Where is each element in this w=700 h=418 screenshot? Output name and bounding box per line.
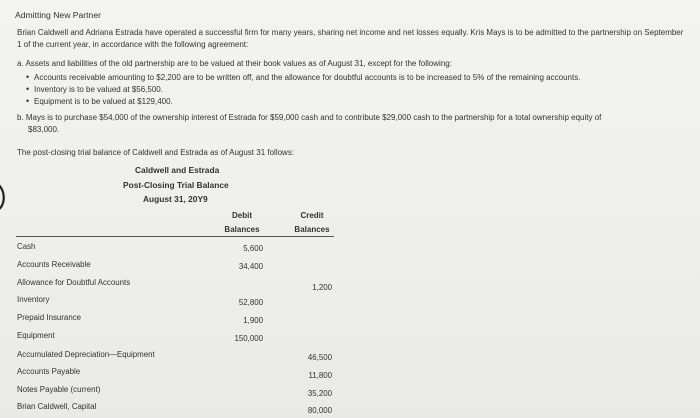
debit-cash: 5,600 [243, 244, 263, 253]
credit-column-header: Credit Balances [294, 211, 330, 234]
agreement-item-b [17, 112, 697, 136]
account-cash: Cash [17, 242, 36, 251]
intro-paragraph: Brian Caldwell and Adriana Estrada have operated a successful firm for many years, sharing net income and net losses equally. Kris Mays is to be admitted to the partnership on September 1 of the current year, in accordance with the following agreement: [17, 28, 684, 49]
debit-column-header: Debit Balances [224, 211, 260, 234]
account-notes-payable: Notes Payable (current) [17, 385, 101, 394]
item-b-line-2: $83,000. [28, 125, 60, 134]
credit-notes-payable: 35,200 [307, 389, 332, 398]
account-accounts-payable: Accounts Payable [17, 367, 81, 376]
agreement-item-a: a. Assets and liabilities of the old partnership are to be valued at their book values as of August 31, except for the following: [17, 59, 452, 68]
item-b-line-1: b. Mays is to purchase $54,000 of the ownership interest of Estrada for $59,000 cash and to contribute $29,000 cash to the partnership for a total ownership equity of [17, 113, 602, 122]
bullet-inventory-value: • Inventory is to be valued at $56,500. [34, 83, 580, 95]
debit-prepaid-insurance: 1,900 [243, 316, 263, 325]
trial-balance-intro: The post-closing trial balance of Caldwell and Estrada as of August 31 follows: [17, 148, 295, 157]
bullet-receivable-writeoff: • Accounts receivable amounting to $2,200 are to be written off, and the allowance for doubtful accounts is to be increased to 5% of the remaining accounts. [34, 71, 580, 83]
header-divider [16, 236, 334, 237]
account-allowance-doubtful: Allowance for Doubtful Accounts [17, 278, 131, 287]
bullet-equipment-value: • Equipment is to be valued at $129,400. [34, 95, 580, 107]
tb-date: August 31, 20Y9 [143, 194, 208, 204]
credit-accounts-payable: 11,800 [308, 371, 332, 380]
page-title: Admitting New Partner [15, 10, 101, 20]
account-accounts-receivable: Accounts Receivable [17, 260, 91, 269]
curved-edge-mark [0, 180, 20, 214]
tb-company-name: Caldwell and Estrada [135, 165, 220, 175]
credit-accumulated-depreciation: 46,500 [307, 353, 332, 362]
credit-caldwell-capital: 80,000 [307, 406, 332, 415]
debit-equipment: 150,000 [234, 334, 263, 343]
tb-statement-name: Post-Closing Trial Balance [123, 180, 229, 190]
debit-accounts-receivable: 34,400 [238, 262, 263, 271]
account-caldwell-capital: Brian Caldwell, Capital [17, 402, 97, 411]
account-accumulated-depreciation: Accumulated Depreciation—Equipment [17, 350, 155, 359]
account-equipment: Equipment [17, 331, 55, 340]
account-inventory: Inventory [17, 295, 50, 304]
credit-allowance-doubtful: 1,200 [312, 283, 332, 292]
item-a-bullet-list [34, 71, 580, 107]
debit-inventory: 52,800 [238, 298, 263, 307]
account-prepaid-insurance: Prepaid Insurance [17, 313, 82, 322]
